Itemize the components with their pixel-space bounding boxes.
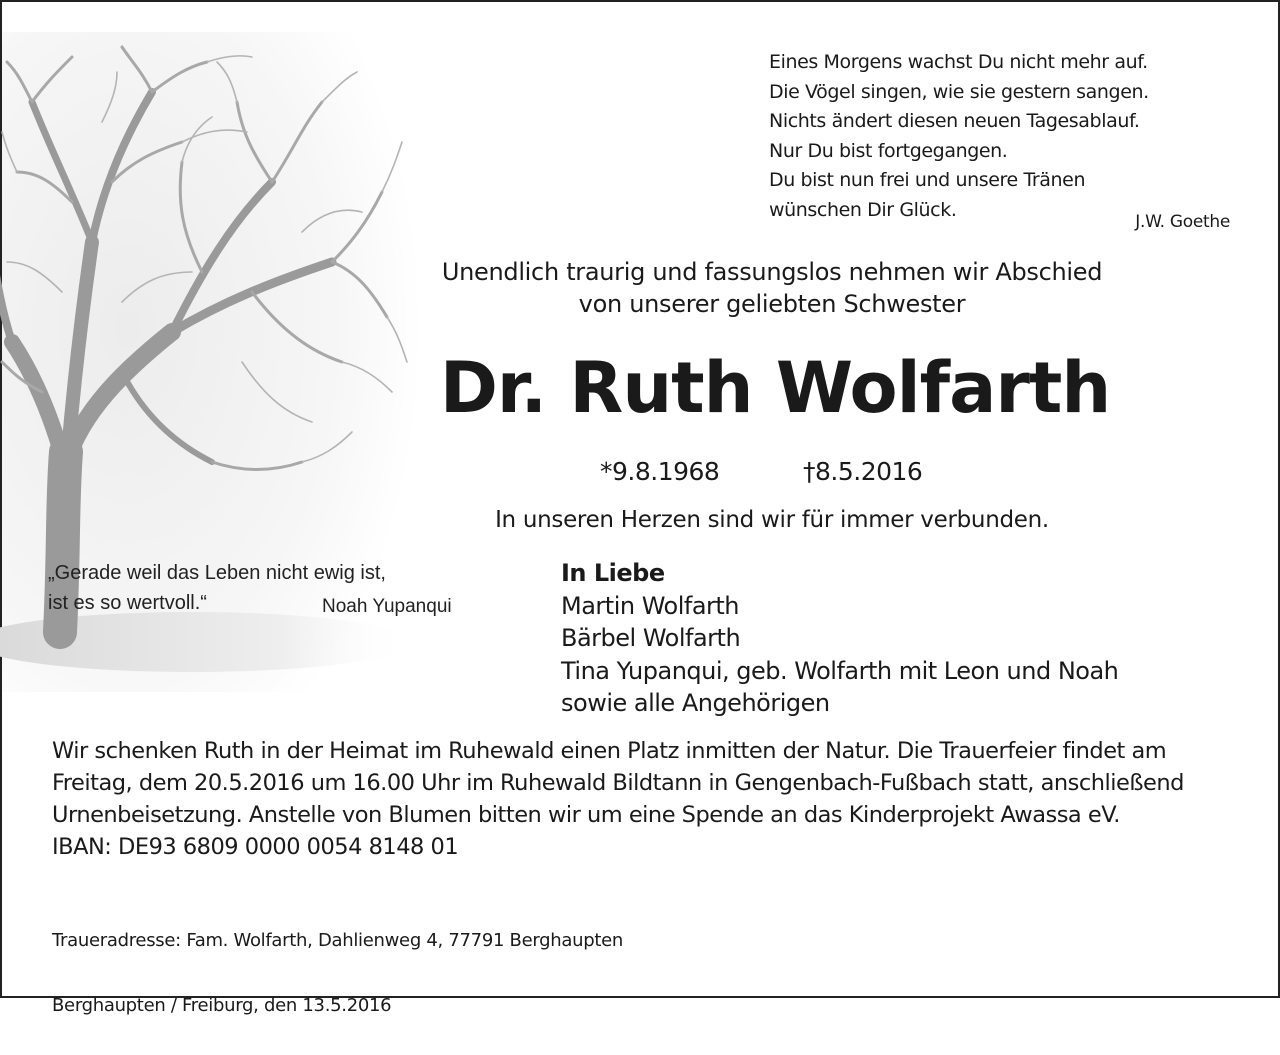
mourning-address: Traueradresse: Fam. Wolfarth, Dahlienweg 4, 77791 Berghaupten: [52, 929, 624, 951]
deceased-name: Dr. Ruth Wolfarth: [439, 347, 1111, 429]
mourning-intro: [412, 256, 1132, 320]
intro-line: von unserer geliebten Schwester: [578, 290, 966, 318]
goethe-poem: Eines Morgens wachst Du nicht mehr auf. Die Vögel singen, wie sie gestern sangen. Nichts ändert diesen neuen Tagesablauf. Nur Du bist fortgegangen. Du bist nun frei und unsere Tränen wünschen Dir Glück.: [769, 51, 1149, 221]
memorial-tagline: In unseren Herzen sind wir für immer verbunden.: [495, 507, 1049, 533]
family-member: Martin Wolfarth: [561, 591, 740, 620]
death-date: †8.5.2016: [803, 457, 923, 486]
birth-date: *9.8.1968: [600, 457, 720, 486]
intro-line: Unendlich traurig und fassungslos nehmen wir Abschied: [441, 258, 1103, 286]
quote-author: Noah Yupanqui: [322, 596, 452, 617]
place-and-date: Berghaupten / Freiburg, den 13.5.2016: [52, 994, 392, 1016]
funeral-details: Wir schenken Ruth in der Heimat im Ruhewald einen Platz inmitten der Natur. Die Trauerfeier findet am Freitag, dem 20.5.2016 um 16.00 Uhr im Ruhewald Bildtann in Gengenbach-Fußbach statt, anschließend Urnenbeisetzung. Anstelle von Blumen bitten wir um eine Spende an das Kinderprojekt Awassa eV. IBAN: DE93 6809 0000 0054 8148 01: [52, 738, 1184, 860]
family-signatures: [561, 557, 1118, 720]
life-quote: „Gerade weil das Leben nicht ewig ist, ist es so wertvoll.“: [48, 562, 386, 614]
family-member: Tina Yupanqui, geb. Wolfarth mit Leon und Noah: [561, 656, 1119, 685]
family-heading: In Liebe: [561, 559, 665, 587]
family-member: sowie alle Angehörigen: [561, 689, 830, 717]
family-member: Bärbel Wolfarth: [561, 624, 741, 652]
notice-footer: [52, 892, 623, 1055]
poem-author: J.W. Goethe: [1135, 212, 1230, 232]
